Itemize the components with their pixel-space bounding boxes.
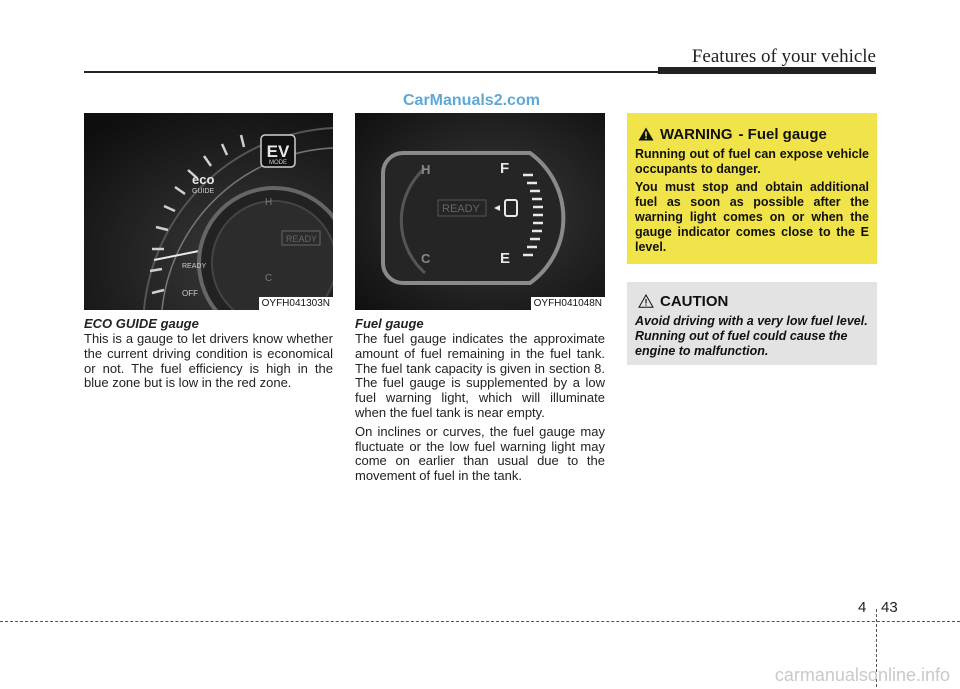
caution-header [638, 290, 869, 312]
ready-label: READY [182, 263, 207, 270]
eco-label: eco [192, 172, 215, 187]
warning-label: WARNING [660, 125, 733, 143]
page-number: 43 [881, 599, 898, 616]
eco-guide-text [84, 332, 333, 391]
warning-text [635, 147, 869, 255]
warning-triangle-icon [638, 127, 654, 141]
warning-box [627, 113, 877, 264]
page-chapter: 4 [858, 599, 867, 616]
header-rule [84, 71, 660, 73]
h-label: H [265, 197, 273, 208]
eco-guide-gauge-image [84, 113, 333, 310]
fuel-c-label: C [421, 251, 431, 266]
warning-paragraph: You must stop and obtain additional fuel as soon as possible after the warning light comes on or when the gauge indicator comes close to the E level. [635, 180, 869, 254]
fuel-gauge-image [355, 113, 605, 310]
eco-guide-title: ECO GUIDE gauge [84, 316, 199, 331]
fuel-ready-indicator: READY [442, 203, 480, 215]
caution-label: CAUTION [660, 292, 729, 310]
fuel-gauge-title: Fuel gauge [355, 316, 424, 331]
warning-header [638, 123, 869, 145]
figure-code: OYFH041303N [259, 297, 333, 310]
page-header-title: Features of your vehicle [691, 46, 876, 67]
fuel-gauge-paragraph: The fuel gauge indicates the approximate amount of fuel remaining in the fuel tank. The fuel tank capacity is given in section 8. The fuel gauge is supplemented by a low fuel warning light, which will illuminate when the fuel tank is near empty. [355, 331, 605, 420]
eco-guide-paragraph: This is a gauge to let drivers know whether the current driving condition is economical or not. The fuel efficiency is high in the blue zone but is low in the red zone. [84, 331, 333, 391]
fuel-f-label: F [500, 160, 510, 177]
fuel-gauge-text [355, 332, 605, 484]
guide-label: GUIDE [192, 188, 215, 195]
figure-code: OYFH041048N [531, 297, 605, 310]
eco-guide-gauge-illustration [84, 113, 333, 310]
caution-box [627, 282, 877, 365]
watermark-bottom: carmanualsonline.info [774, 665, 950, 685]
warning-sublabel: - Fuel gauge [738, 125, 827, 143]
warning-paragraph: Running out of fuel can expose vehicle occupants to danger. [635, 147, 869, 176]
watermark-top: CarManuals2.com [403, 92, 540, 109]
fuel-gauge-illustration [355, 113, 605, 310]
fuel-e-label: E [500, 250, 511, 267]
fuel-gauge-paragraph: On inclines or curves, the fuel gauge may fluctuate or the low fuel warning light may come on earlier than usual due to the movement of fuel in the tank. [355, 423, 605, 484]
off-label: OFF [182, 289, 198, 298]
caution-text: Avoid driving with a very low fuel level. Running out of fuel could cause the engine to malfunction. [635, 314, 868, 358]
fuel-h-label: H [421, 162, 431, 177]
c-label: C [265, 273, 273, 284]
ready-indicator: READY [286, 234, 318, 244]
mode-label: MODE [269, 160, 287, 166]
ev-label: EV [266, 142, 290, 161]
footer-rule [0, 621, 960, 622]
header-rule-accent [658, 67, 876, 74]
caution-triangle-icon [638, 294, 654, 308]
